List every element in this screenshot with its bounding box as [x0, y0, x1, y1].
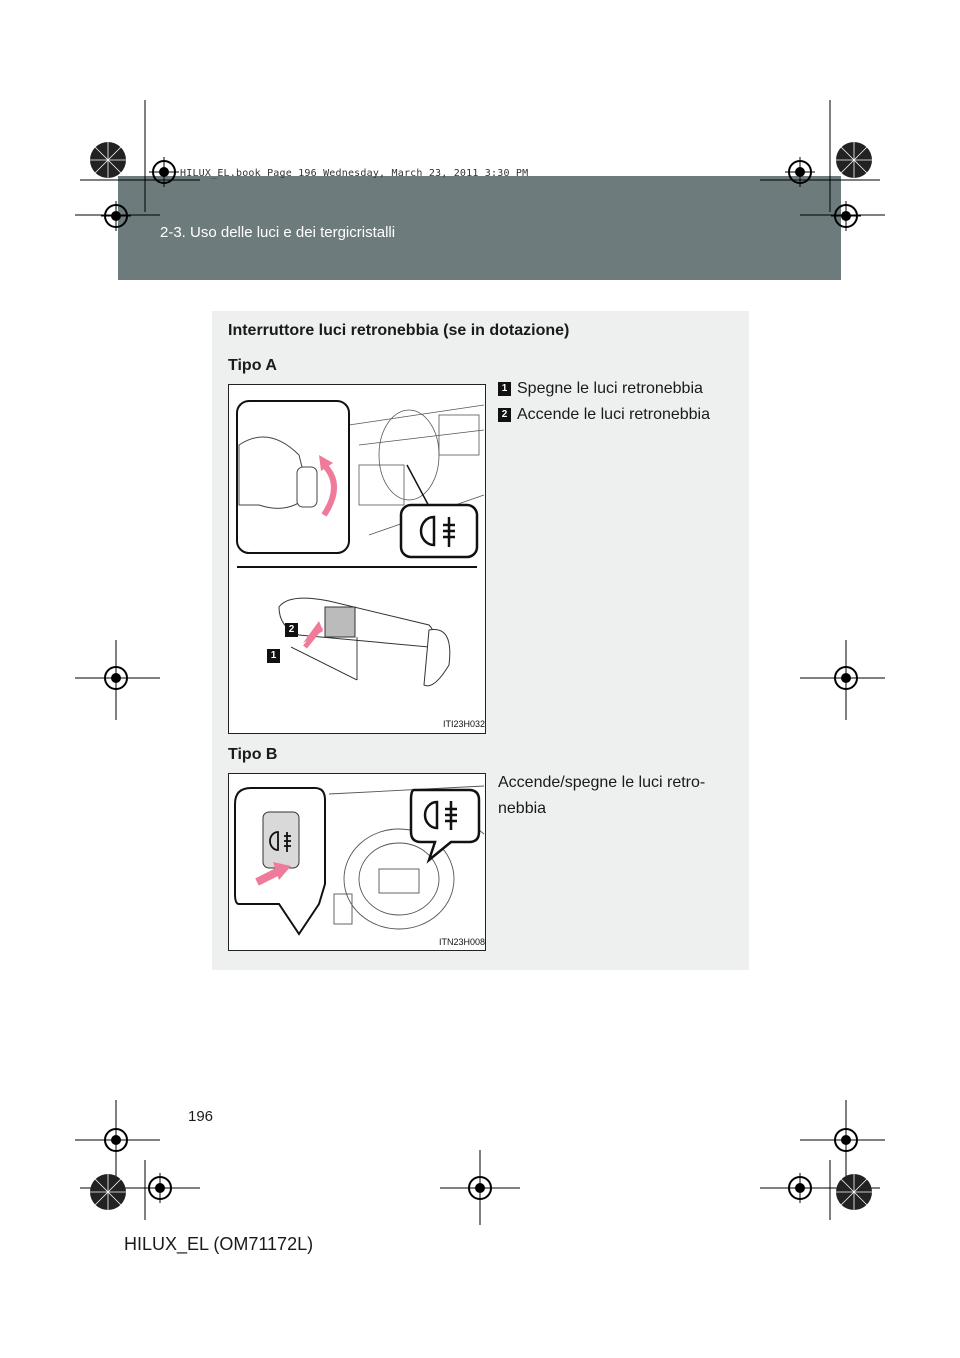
registration-mark-icon [88, 140, 128, 180]
fog-switch-stalk-illustration [229, 385, 485, 733]
item-number: 2 [498, 408, 511, 422]
registration-mark-icon [145, 1173, 175, 1203]
type-a-label: Tipo A [228, 357, 277, 374]
registration-mark-icon [831, 201, 861, 231]
registration-mark-icon [831, 1125, 861, 1155]
description-line: nebbia [498, 800, 547, 817]
item-number: 1 [498, 382, 511, 396]
registration-mark-icon [834, 140, 874, 180]
figure-code: ITN23H008 [439, 937, 486, 947]
manual-code: HILUX_EL (OM71172L) [124, 1234, 314, 1254]
figure-type-a [228, 384, 486, 734]
registration-mark-icon [88, 1172, 128, 1212]
registration-mark-icon [101, 201, 131, 231]
callout-2: 2 [285, 623, 298, 637]
section-title: 2-3. Uso delle luci e dei tergicristalli [160, 224, 396, 241]
item-text: Spegne le luci retronebbia [517, 380, 703, 397]
description-line: Accende/spegne le luci retro- [498, 774, 706, 791]
registration-mark-icon [149, 157, 179, 187]
registration-mark-icon [785, 157, 815, 187]
registration-mark-icon [465, 1173, 495, 1203]
page-number: 196 [188, 1108, 214, 1125]
registration-mark-icon [834, 1172, 874, 1212]
type-b-label: Tipo B [228, 746, 278, 763]
registration-mark-icon [101, 663, 131, 693]
fog-button-dashboard-illustration [229, 774, 485, 950]
figure-type-b [228, 773, 486, 951]
book-stamp: HILUX_EL.book Page 196 Wednesday, March 23, 2011 3:30 PM [180, 168, 529, 179]
section-heading: Interruttore luci retronebbia (se in dotazione) [228, 322, 570, 339]
registration-mark-icon [831, 663, 861, 693]
registration-mark-icon [101, 1125, 131, 1155]
type-b-description [498, 770, 730, 822]
type-a-items [498, 378, 738, 426]
list-item [498, 378, 738, 400]
list-item [498, 404, 738, 426]
item-text: Accende le luci retronebbia [517, 406, 711, 423]
registration-mark-icon [785, 1173, 815, 1203]
callout-1: 1 [267, 649, 280, 663]
figure-code: ITI23H032 [443, 719, 486, 729]
